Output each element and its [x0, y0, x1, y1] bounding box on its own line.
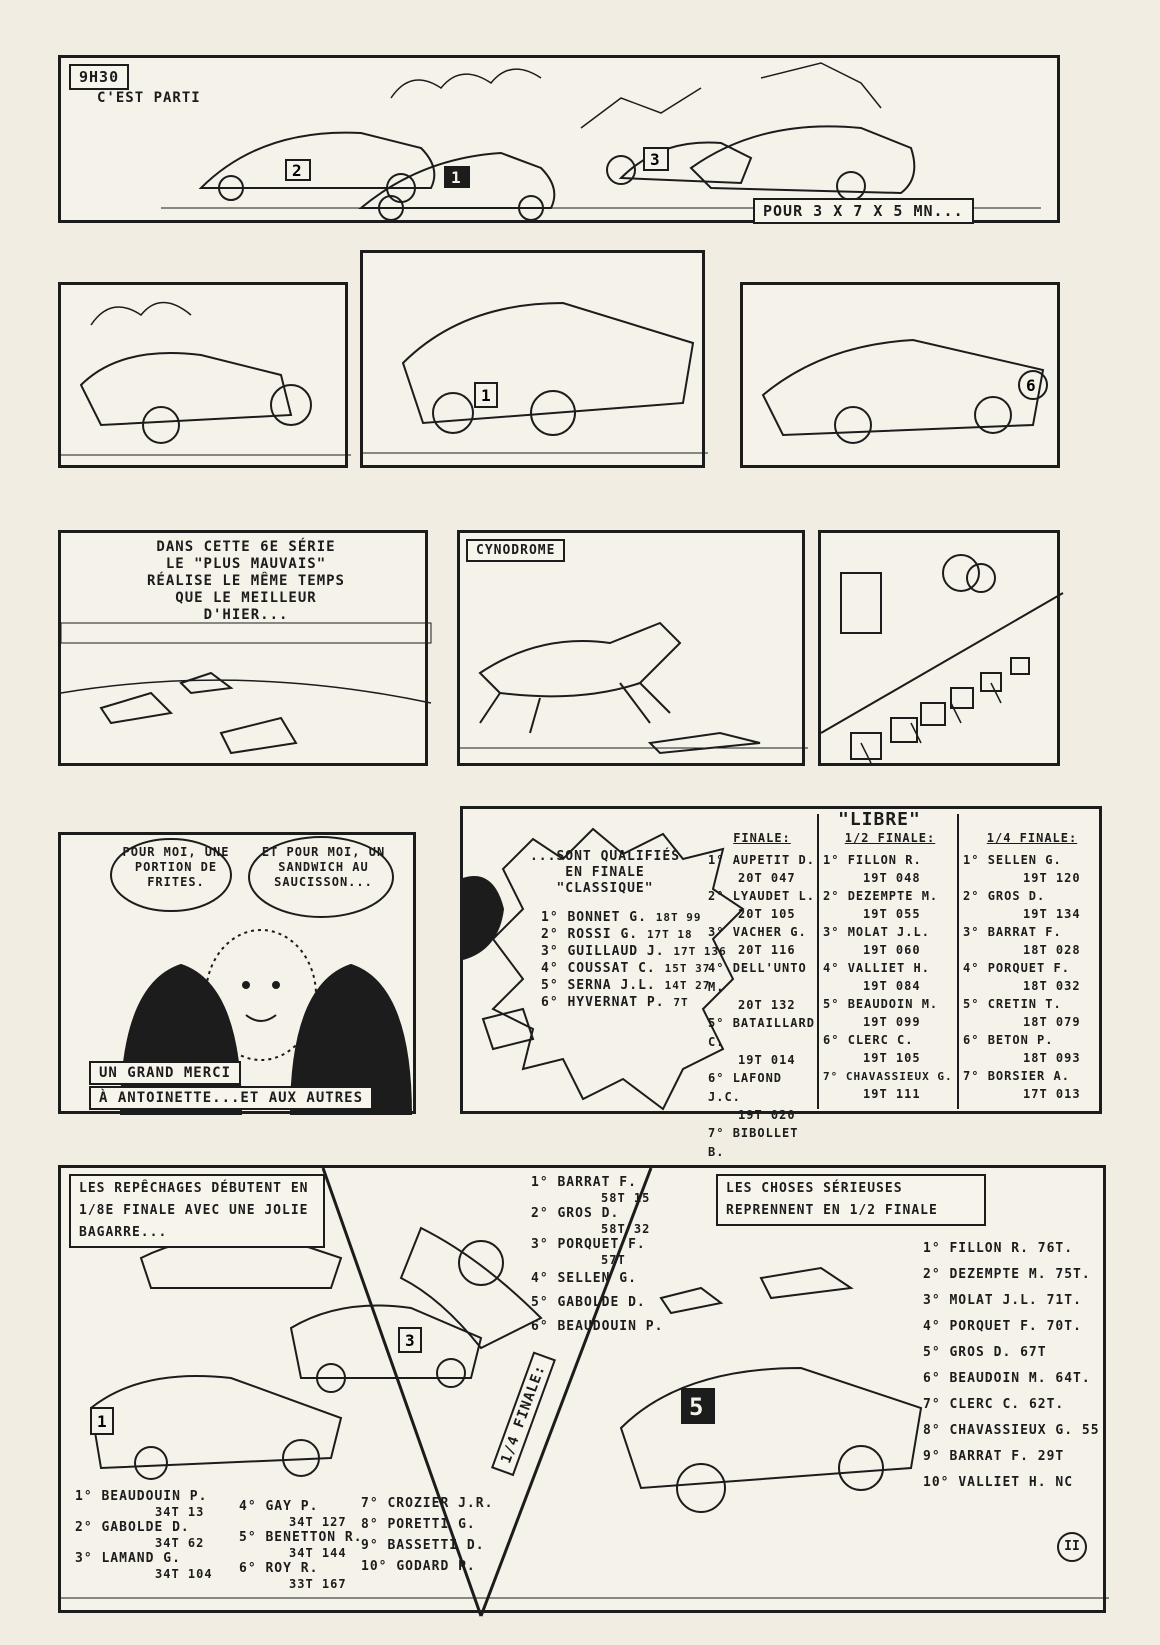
result-time: 57T — [601, 1253, 626, 1267]
repechage-results-c — [361, 1493, 493, 1577]
dog-drawing — [460, 533, 808, 769]
result-row: 2° DEZEMPTE M. 75T. — [923, 1267, 1091, 1282]
quart-finale-label: 1/4 FINALE: — [491, 1352, 556, 1476]
result-name: 2° GROS D. — [963, 889, 1046, 903]
libre-title: "LIBRE" — [838, 809, 921, 830]
result-time: 17T 013 — [1023, 1087, 1081, 1101]
result-name: 6° ROY R. — [239, 1561, 319, 1576]
result-name: 1° BEAUDOUIN P. — [75, 1489, 208, 1504]
result-time: 34T 62 — [155, 1536, 205, 1550]
result-name: 4° GAY P. — [239, 1499, 319, 1514]
result-time: 19T 105 — [863, 1051, 921, 1065]
panel-finals — [58, 1165, 1106, 1613]
panel-workshop — [818, 530, 1060, 766]
car-number-5: 5 — [689, 1393, 704, 1421]
car-closeup-drawing — [363, 253, 708, 471]
result-row: 6° BEAUDOIN M. 64T. — [923, 1371, 1091, 1386]
result-name: 7° BIBOLLET B. — [708, 1126, 799, 1159]
panel-cynodrome — [457, 530, 805, 766]
classique-row: 5° SERNA J.L. 14T 27 — [541, 978, 711, 993]
crash-drawing — [61, 285, 351, 471]
panel-start — [58, 55, 1060, 223]
car-number-2: 2 — [292, 161, 302, 180]
page-number: II — [1057, 1532, 1087, 1562]
result-row: 1° FILLON R. 76T. — [923, 1241, 1074, 1256]
result-name: 1° FILLON R. — [823, 853, 922, 867]
result-time: 19T 111 — [863, 1087, 921, 1101]
time-caption: 9H30 — [69, 64, 129, 90]
start-caption: C'EST PARTI — [97, 90, 201, 106]
result-time: 33T 167 — [289, 1577, 347, 1591]
result-name: 5° GABOLDE D. — [531, 1295, 646, 1310]
result-row: 9° BARRAT F. 29T — [923, 1449, 1065, 1464]
demi-finale-caption: LES CHOSES SÉRIEUSES REPRENNENT EN 1/2 FINALE — [716, 1174, 986, 1226]
result-name: 5° CRETIN T. — [963, 997, 1062, 1011]
demi-finale-column — [823, 831, 957, 1103]
quart-finale-column — [963, 831, 1101, 1103]
result-name: 5° BENETTON R. — [239, 1530, 363, 1545]
panel-series — [58, 530, 428, 766]
car-number-3: 3 — [650, 150, 660, 169]
result-name: 2° GROS D. — [531, 1206, 620, 1221]
result-name: 3° LAMAND G. — [75, 1551, 181, 1566]
finale-column — [708, 831, 816, 1179]
car-number-1: 1 — [451, 168, 461, 187]
repechage-results-a — [75, 1488, 213, 1581]
result-name: 5° BATAILLARD C. — [708, 1016, 815, 1049]
result-name: 3° BARRAT F. — [963, 925, 1062, 939]
workshop-drawing — [821, 533, 1063, 769]
result-row: 5° GROS D. 67T — [923, 1345, 1047, 1360]
result-time: 18T 032 — [1023, 979, 1081, 993]
panel-flag — [740, 282, 1060, 468]
panel-crash — [58, 282, 348, 468]
result-time: 20T 047 — [738, 871, 796, 885]
result-name: 4° VALLIET H. — [823, 961, 930, 975]
result-name: 2° DEZEMPTE M. — [823, 889, 939, 903]
classique-row: 6° HYVERNAT P. 7T — [541, 995, 689, 1010]
car-number-1c: 1 — [97, 1412, 107, 1431]
result-row: 4° PORQUET F. 70T. — [923, 1319, 1082, 1334]
result-row: 10° VALLIET H. NC — [923, 1475, 1074, 1490]
classique-row: 3° GUILLAUD J. 17T 136 — [541, 944, 727, 959]
quart-finale-results — [531, 1174, 663, 1339]
classique-row: 2° ROSSI G. 17T 18 — [541, 927, 693, 942]
classique-row: 1° BONNET G. 18T 99 — [541, 910, 702, 925]
classique-list — [541, 909, 727, 1011]
car-number-1b: 1 — [481, 386, 491, 405]
result-name: 5° BEAUDOIN M. — [823, 997, 939, 1011]
result-time: 19T 099 — [863, 1015, 921, 1029]
result-time: 20T 132 — [738, 998, 796, 1012]
demi-finale-results — [923, 1236, 1100, 1496]
finale-header: FINALE: — [733, 831, 791, 845]
duration-caption: POUR 3 X 7 X 5 MN... — [753, 198, 974, 224]
result-time: 19T 014 — [738, 1053, 796, 1067]
result-name: 9° BASSETTI D. — [361, 1538, 485, 1553]
result-name: 1° AUPETIT D. — [708, 853, 815, 867]
result-name: 6° BEAUDOUIN P. — [531, 1319, 664, 1334]
result-name: 3° MOLAT J.L. — [823, 925, 930, 939]
result-name: 7° CHAVASSIEUX G. — [823, 1070, 953, 1083]
result-row: 3° MOLAT J.L. 71T. — [923, 1293, 1082, 1308]
result-time: 19T 084 — [863, 979, 921, 993]
result-time: 19T 020 — [738, 1108, 796, 1122]
burst-intro: ...SONT QUALIFIÉS EN FINALE "CLASSIQUE" — [529, 849, 681, 896]
result-name: 1° BARRAT F. — [531, 1175, 637, 1190]
result-time: 58T 15 — [601, 1191, 651, 1205]
result-name: 2° LYAUDET L. — [708, 889, 815, 903]
result-time: 18T 079 — [1023, 1015, 1081, 1029]
result-name: 3° VACHER G. — [708, 925, 807, 939]
thanks-caption-1: UN GRAND MERCI — [89, 1061, 241, 1085]
result-name: 8° PORETTI G. — [361, 1517, 476, 1532]
result-time: 34T 127 — [289, 1515, 347, 1529]
result-name: 4° DELL'UNTO M. — [708, 961, 807, 994]
result-time: 20T 116 — [738, 943, 796, 957]
result-time: 19T 055 — [863, 907, 921, 921]
quart-finale-header: 1/4 FINALE: — [986, 831, 1078, 845]
result-name: 6° LAFOND J.C. — [708, 1071, 783, 1104]
result-row: 7° CLERC C. 62T. — [923, 1397, 1065, 1412]
result-name: 7° CROZIER J.R. — [361, 1496, 494, 1511]
result-time: 18T 028 — [1023, 943, 1081, 957]
result-time: 34T 144 — [289, 1546, 347, 1560]
car-number-6: 6 — [1026, 376, 1036, 395]
result-name: 4° PORQUET F. — [963, 961, 1070, 975]
result-time: 19T 048 — [863, 871, 921, 885]
result-name: 6° CLERC C. — [823, 1033, 914, 1047]
cynodrome-label: CYNODROME — [466, 539, 565, 562]
repechage-caption: LES REPÊCHAGES DÉBUTENT EN 1/8E FINALE AVEC UNE JOLIE BAGARRE... — [69, 1174, 325, 1248]
result-row: 8° CHAVASSIEUX G. 55 — [923, 1423, 1100, 1438]
classique-row: 4° COUSSAT C. 15T 37 — [541, 961, 711, 976]
repechage-results-b — [239, 1498, 363, 1591]
result-name: 10° GODARD P. — [361, 1559, 476, 1574]
speech-bubble-fries: POUR MOI, UNE PORTION DE FRITES. — [122, 845, 230, 889]
panel-libre-results — [460, 806, 1102, 1159]
thanks-caption-2: À ANTOINETTE...ET AUX AUTRES — [89, 1086, 373, 1110]
result-time: 19T 134 — [1023, 907, 1081, 921]
result-time: 20T 105 — [738, 907, 796, 921]
result-time: 58T 32 — [601, 1222, 651, 1236]
panel-car-close — [360, 250, 705, 468]
checkered-flag-drawing — [743, 285, 1063, 471]
car-number-3b: 3 — [405, 1331, 415, 1350]
panel-thanks — [58, 832, 416, 1114]
result-time: 19T 060 — [863, 943, 921, 957]
result-name: 7° BORSIER A. — [963, 1069, 1070, 1083]
speech-bubble-series: DANS CETTE 6E SÉRIE LE "PLUS MAUVAIS" RÉALISE LE MÊME TEMPS QUE LE MEILLEUR D'HIER... — [146, 539, 345, 623]
result-name: 3° PORQUET F. — [531, 1237, 646, 1252]
result-time: 34T 104 — [155, 1567, 213, 1581]
result-time: 18T 093 — [1023, 1051, 1081, 1065]
result-name: 4° SELLEN G. — [531, 1271, 637, 1286]
result-time: 19T 120 — [1023, 871, 1081, 885]
speech-bubble-sandwich: ET POUR MOI, UN SANDWICH AU SAUCISSON... — [261, 845, 386, 889]
demi-finale-header: 1/2 FINALE: — [844, 831, 936, 845]
result-name: 2° GABOLDE D. — [75, 1520, 190, 1535]
result-name: 1° SELLEN G. — [963, 853, 1062, 867]
result-time: 34T 13 — [155, 1505, 205, 1519]
result-name: 6° BETON P. — [963, 1033, 1054, 1047]
